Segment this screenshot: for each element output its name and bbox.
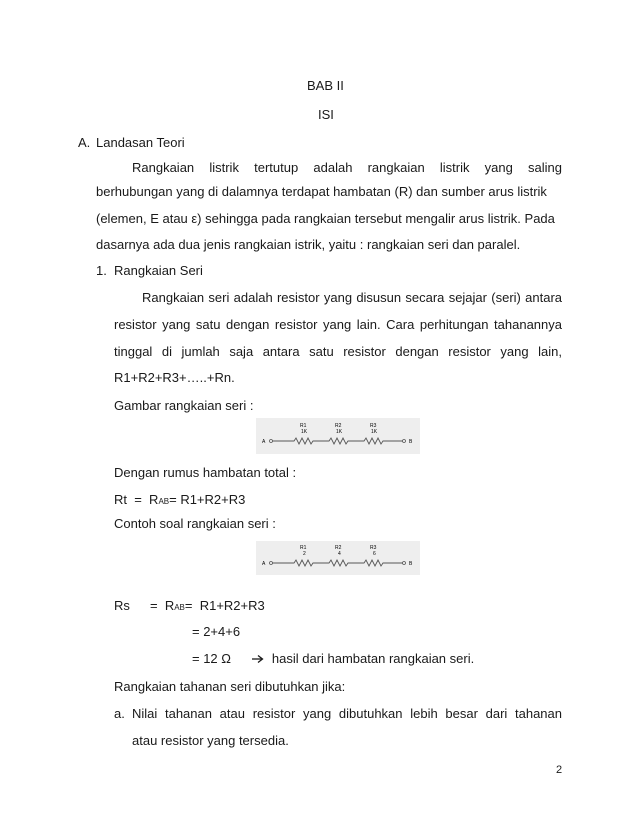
chapter-heading: BAB II <box>307 78 344 93</box>
calc-line-3 <box>192 651 474 667</box>
section-a-title: Landasan Teori <box>96 135 185 150</box>
fig1-r2-value: 1K <box>336 429 343 435</box>
fig2-wire-resistors <box>273 560 403 566</box>
sub1-line-2: resistor yang satu dengan resistor yang lain. Cara perhitungan tahanannya <box>114 317 562 332</box>
sub1-title: Rangkaian Seri <box>114 263 203 278</box>
sub1-line-1: Rangkaian seri adalah resistor yang disusun secara sejajar (seri) antara <box>142 290 562 305</box>
fig2-r2-label: R2 <box>335 545 342 551</box>
calc-line-1 <box>150 598 265 616</box>
item-a-line-1: Nilai tahanan atau resistor yang dibutuhkan lebih besar dari tahanan <box>132 706 562 721</box>
calc-step-3: = 12 Ω <box>192 651 231 666</box>
fig2-terminal-b: B <box>409 561 413 567</box>
sub1-label: 1. <box>96 263 107 278</box>
fig1-r2-label: R2 <box>335 423 342 429</box>
rumus-lhs: Rt = R <box>114 492 159 507</box>
fig1-wire-resistors <box>273 438 403 444</box>
sub1-line-4: R1+R2+R3+…..+Rn. <box>114 370 235 385</box>
fig1-r1-label: R1 <box>300 423 307 429</box>
fig2-r1-value: 2 <box>303 551 306 557</box>
fig1-terminal-b: B <box>409 439 413 445</box>
series-circuit-figure-2 <box>256 541 420 575</box>
fig2-r3-label: R3 <box>370 545 377 551</box>
calc-expr: = R1+R2+R3 <box>184 598 265 613</box>
contoh-label: Contoh soal rangkaian seri : <box>114 516 276 531</box>
calc-rs: Rs <box>114 598 130 613</box>
calc-result: hasil dari hambatan rangkaian seri. <box>271 651 475 666</box>
fig2-node-a <box>270 562 273 565</box>
calc-eq: = R <box>150 598 175 613</box>
section-a-line-3: (elemen, E atau ε) sehingga pada rangkaian tersebut mengalir arus listrik. Pada <box>96 211 555 226</box>
item-a-line-2: atau resistor yang tersedia. <box>132 733 289 748</box>
calc-step-2: = 2+4+6 <box>192 624 241 639</box>
rumus-line <box>114 492 245 510</box>
calc-subscript: AB <box>174 603 185 612</box>
section-heading: ISI <box>318 107 334 122</box>
item-a-label: a. <box>114 706 125 721</box>
section-a-line-4: dasarnya ada dua jenis rangkaian istrik, yaitu : rangkaian seri dan paralel. <box>96 237 521 252</box>
fig1-r3-value: 1K <box>371 429 378 435</box>
fig2-terminal-a: A <box>262 561 266 567</box>
fig2-r3-value: 6 <box>373 551 376 557</box>
series-circuit-figure-1 <box>256 418 420 454</box>
fig1-node-b <box>403 440 406 443</box>
section-a-line-1: Rangkaian listrik tertutup adalah rangkaian listrik yang saling <box>132 160 562 175</box>
rumus-rhs: = R1+R2+R3 <box>169 492 246 507</box>
fig2-r1-label: R1 <box>300 545 307 551</box>
gambar-label: Gambar rangkaian seri : <box>114 398 254 413</box>
section-a-line-2: berhubungan yang di dalamnya terdapat hambatan (R) dan sumber arus listrik <box>96 184 547 199</box>
rumus-subscript: AB <box>158 497 170 506</box>
fig1-r3-label: R3 <box>370 423 377 429</box>
right-arrow-icon <box>252 654 264 664</box>
fig1-terminal-a: A <box>262 439 266 445</box>
fig2-r2-value: 4 <box>338 551 341 557</box>
sub1-line-3: tinggal di jumlah saja antara satu resistor dengan resistor yang lain, <box>114 344 562 359</box>
need-label: Rangkaian tahanan seri dibutuhkan jika: <box>114 679 346 694</box>
page-number: 2 <box>556 764 563 776</box>
rumus-label: Dengan rumus hambatan total : <box>114 465 297 480</box>
fig2-node-b <box>403 562 406 565</box>
section-a-label: A. <box>78 135 91 150</box>
fig1-r1-value: 1K <box>301 429 308 435</box>
fig1-node-a <box>270 440 273 443</box>
